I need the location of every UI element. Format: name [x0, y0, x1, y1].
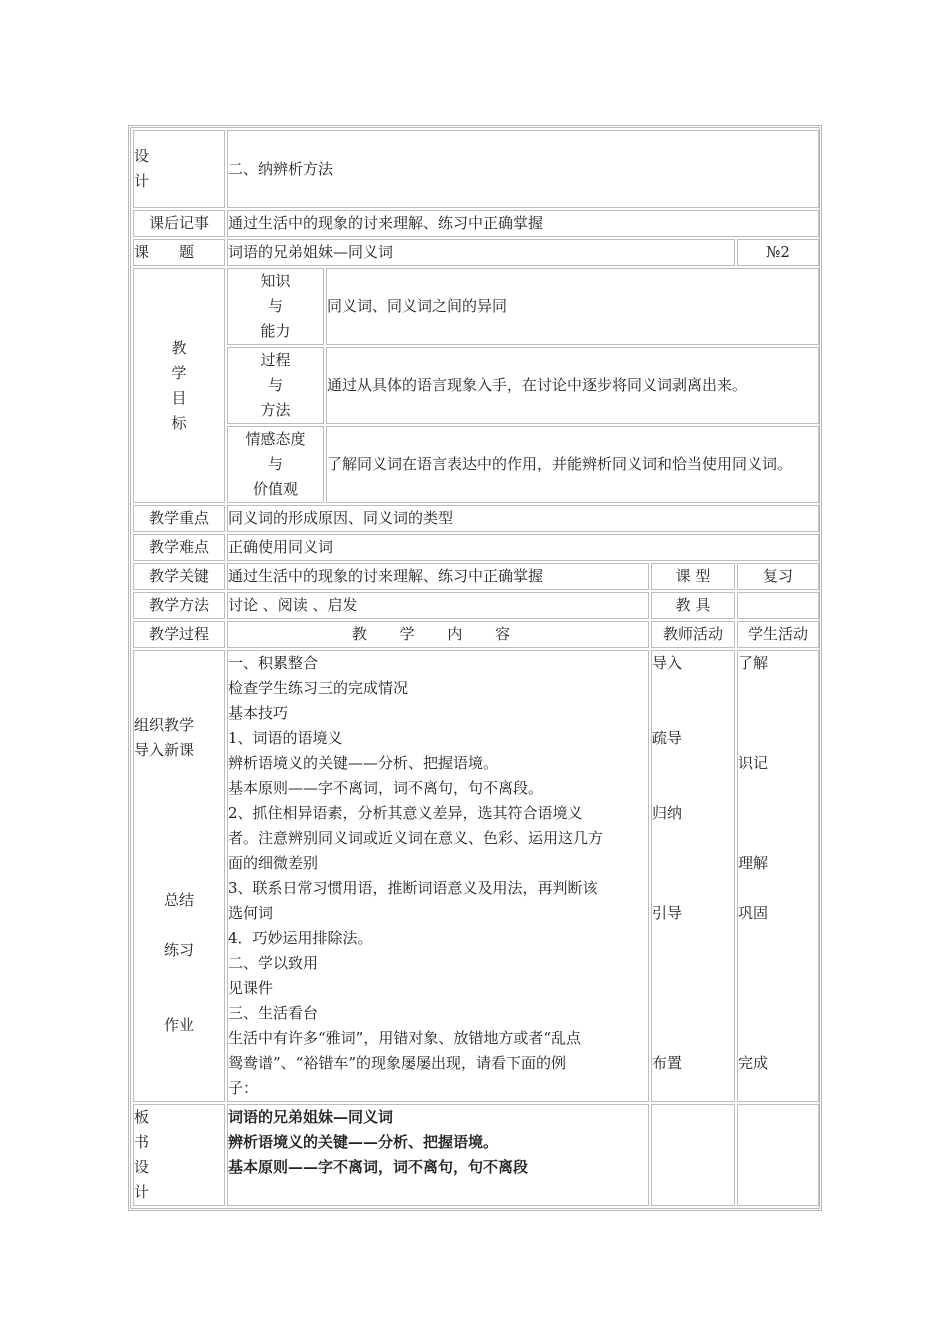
content-line: 三、生活看台: [228, 1004, 319, 1022]
lesson-type-value: 复习: [737, 563, 819, 590]
tools-value: [737, 592, 819, 619]
objective-sub-label: 知识 与 能力: [227, 268, 324, 345]
lesson-plan-table: [131, 128, 821, 1208]
process-header-row: [133, 621, 819, 648]
key-point-content: 同义词的形成原因、同义词的类型: [227, 505, 819, 532]
design-content: 二、纳辨析方法: [227, 130, 819, 208]
content-line: 一、积累整合: [228, 654, 319, 672]
objective-text: 同义词、同义词之间的异同: [326, 268, 819, 345]
after-class-content: 通过生活中的现象的讨来理解、练习中正确掌握: [227, 210, 819, 237]
key-content: 通过生活中的现象的讨来理解、练习中正确掌握: [227, 563, 649, 590]
objective-text: 了解同义词在语言表达中的作用，并能辨析同义词和恰当使用同义词。: [326, 426, 819, 503]
board-content: 词语的兄弟姐妹—同义词 辨析语境义的关键——分析、把握语境。 基本原则——字不离词，词不离句，句不离段: [227, 1104, 649, 1206]
board-label: 板 书 设 计: [133, 1104, 225, 1206]
content-line: 基本原则——字不离词，词不离句，句不离段。: [228, 779, 544, 797]
objective-text: 通过从具体的语言现象入手，在讨论中逐步将同义词剥离出来。: [326, 347, 819, 424]
objective-sub-label: 过程 与 方法: [227, 347, 324, 424]
key-point-row: [133, 505, 819, 532]
content-line: 鸳鸯谱”、“裕错车”的现象屡屡出现，请看下面的例: [228, 1054, 567, 1072]
objective-sub-label: 情感态度 与 价值观: [227, 426, 324, 503]
content-line: 检查学生练习三的完成情况: [228, 679, 409, 697]
design-row: [133, 130, 819, 208]
content-line: 者。注意辨别同义词或近义词在意义、色彩、运用这几方: [228, 829, 604, 847]
difficulty-row: [133, 534, 819, 561]
content-line: 4．巧妙运用排除法。: [228, 929, 373, 947]
topic-label: 课 题: [133, 239, 225, 266]
content-line: 2、抓住相异语素，分析其意义差异，选其符合语境义: [228, 804, 583, 822]
teacher-activity-header: 教师活动: [651, 621, 735, 648]
student-activity-header: 学生活动: [737, 621, 819, 648]
board-row: [133, 1104, 819, 1206]
key-point-label: 教学重点: [133, 505, 225, 532]
tools-label: 教 具: [651, 592, 735, 619]
teacher-activity-column: 导入 疏导 归纳 引导 布置: [651, 650, 735, 1102]
after-class-label: 课后记事: [133, 210, 225, 237]
student-activity-column: 了解 识记 理解 巩固 完成: [737, 650, 819, 1102]
objective-row-process: [133, 347, 819, 424]
content-line: 生活中有许多“雅词”，用错对象、放错地方或者“乱点: [228, 1029, 582, 1047]
lesson-type-label: 课 型: [651, 563, 735, 590]
content-line: 二、学以致用: [228, 954, 319, 972]
objectives-label: 教 学 目 标: [133, 268, 225, 503]
after-class-row: [133, 210, 819, 237]
lesson-plan-document: [128, 125, 822, 1211]
content-line: 3、联系日常习惯用语，推断词语意义及用法，再判断该: [228, 879, 598, 897]
method-content: 讨论 、阅读 、启发: [227, 592, 649, 619]
content-line: 辨析语境义的关键——分析、把握语境。: [228, 754, 499, 772]
topic-row: [133, 239, 819, 266]
method-label: 教学方法: [133, 592, 225, 619]
content-line: 面的细微差别: [228, 854, 319, 872]
objective-row-knowledge: [133, 268, 819, 345]
content-line: 基本技巧: [228, 704, 289, 722]
method-row: [133, 592, 819, 619]
content-line: 1、词语的语境义: [228, 729, 343, 747]
topic-title: 词语的兄弟姐妹—同义词: [227, 239, 735, 266]
content-line: 子：: [228, 1079, 259, 1097]
difficulty-label: 教学难点: [133, 534, 225, 561]
process-label: 教学过程: [133, 621, 225, 648]
key-label: 教学关键: [133, 563, 225, 590]
objective-row-values: [133, 426, 819, 503]
lesson-number: №2: [737, 239, 819, 266]
key-row: [133, 563, 819, 590]
board-teacher-cell: [651, 1104, 735, 1206]
process-body-row: [133, 650, 819, 1102]
stage-column: 组织教学 导入新课 总结 练习 作业: [133, 650, 225, 1102]
board-student-cell: [737, 1104, 819, 1206]
design-label: 设 计: [133, 130, 225, 208]
teaching-content: [227, 650, 649, 1102]
content-line: 选何词: [228, 904, 274, 922]
content-header: 教 学 内 容: [227, 621, 649, 648]
content-line: 见课件: [228, 979, 274, 997]
difficulty-content: 正确使用同义词: [227, 534, 819, 561]
